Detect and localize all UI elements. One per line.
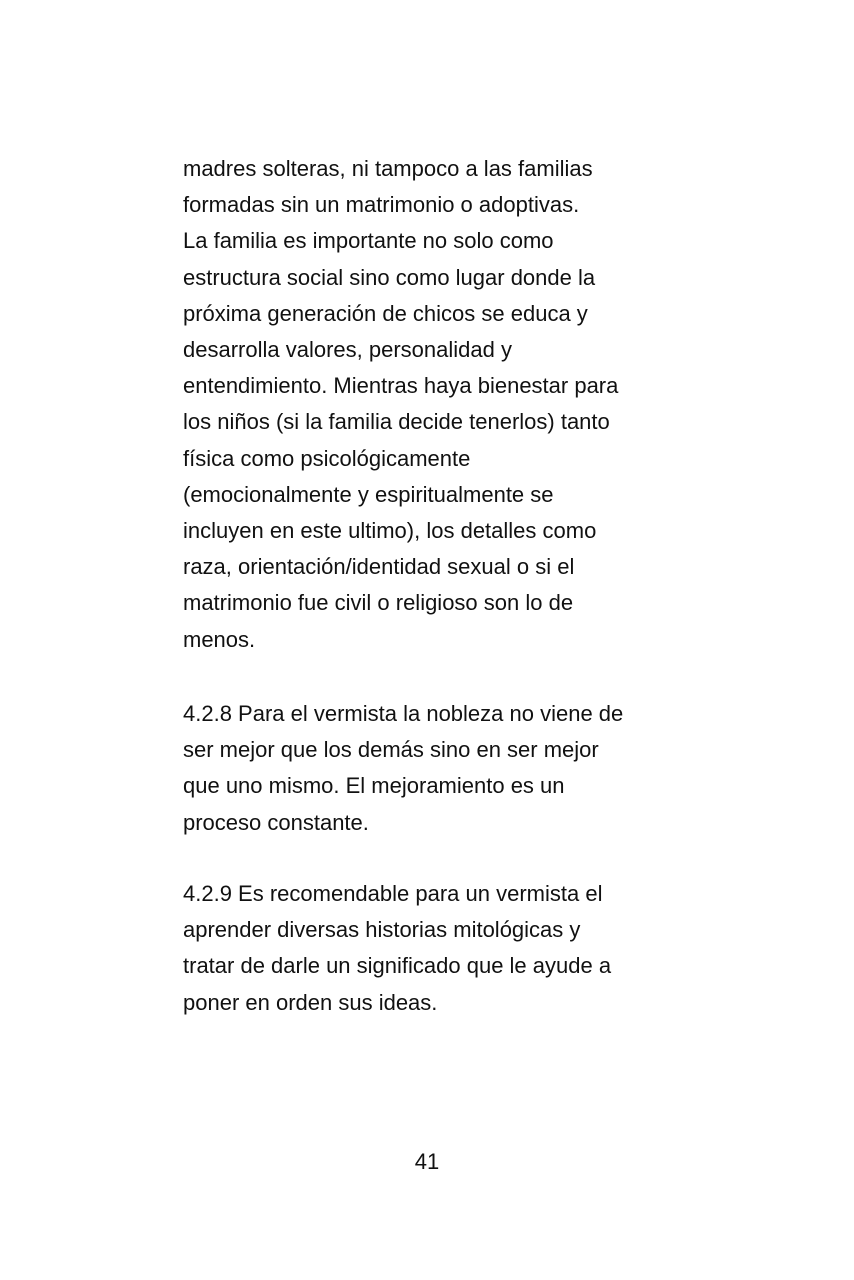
text-line: menos. — [183, 626, 256, 652]
paragraph-family — [183, 151, 683, 658]
text-line: que uno mismo. El mejoramiento es un — [183, 773, 565, 799]
text-line: madres solteras, ni tampoco a las familias — [183, 156, 593, 181]
text-line: estructura social sino como lugar donde la — [183, 264, 596, 290]
text-line: tratar de darle un significado que le ayude a — [183, 953, 612, 979]
text-line: poner en orden sus ideas. — [183, 989, 438, 1015]
paragraph-4-2-8 — [183, 696, 683, 841]
text-line: incluyen en este ultimo), los detalles como — [183, 518, 597, 544]
text-line: proceso constante. — [183, 809, 369, 835]
text-line: (emocionalmente y espiritualmente se — [183, 481, 554, 507]
text-line: raza, orientación/identidad sexual o si el — [183, 554, 575, 580]
text-line: los niños (si la familia decide tenerlos) tanto — [183, 409, 610, 435]
text-line: formadas sin un matrimonio o adoptivas. — [183, 192, 580, 218]
text-line: 4.2.8 Para el vermista la nobleza no viene de — [183, 701, 624, 726]
text-line: matrimonio fue civil o religioso son lo de — [183, 590, 574, 616]
text-line: 4.2.9 Es recomendable para un vermista el — [183, 881, 603, 906]
text-line: La familia es importante no solo como — [183, 228, 554, 254]
text-line: física como psicológicamente — [183, 445, 471, 471]
text-line: ser mejor que los demás sino en ser mejor — [183, 737, 599, 763]
paragraph-4-2-9 — [183, 876, 683, 1021]
page-number: 41 — [414, 1149, 440, 1174]
text-line: aprender diversas historias mitológicas y — [183, 917, 581, 943]
text-line: desarrolla valores, personalidad y — [183, 337, 512, 363]
text-line: próxima generación de chicos se educa y — [183, 300, 588, 326]
text-line: entendimiento. Mientras haya bienestar para — [183, 373, 619, 399]
